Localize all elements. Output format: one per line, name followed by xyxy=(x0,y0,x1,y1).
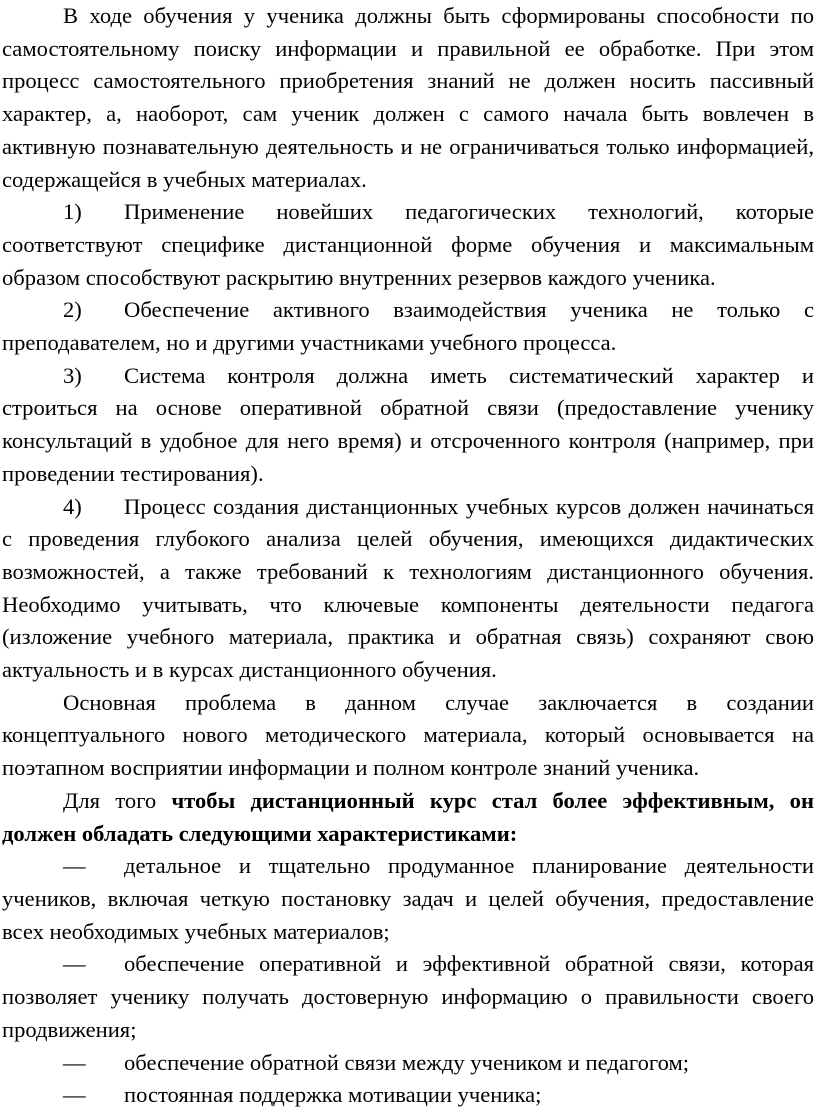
dash-marker: — xyxy=(63,1082,86,1108)
numbered-item-3 xyxy=(2,360,814,491)
characteristics-lead-paragraph xyxy=(2,785,814,850)
item-number: 3) xyxy=(63,362,82,388)
item-number: 4) xyxy=(63,493,82,519)
lead-bold-text: чтобы дистанционный курс стал более эффективным, он должен обладать следующими характеристиками: xyxy=(2,787,814,846)
dash-item-text: постоянная поддержка мотивации ученика; xyxy=(124,1082,542,1108)
dash-item-2 xyxy=(2,948,814,1046)
dash-item-1 xyxy=(2,850,814,948)
numbered-item-2 xyxy=(2,294,814,359)
numbered-item-1 xyxy=(2,196,814,294)
intro-paragraph: В ходе обучения у ученика должны быть сформированы способности по самостоятельному поиску информации и правильной ее обработке. При этом процесс самостоятельного приобретения знаний не должен носить пассивный характер, а, наоборот, сам ученик должен с самого начала быть вовлечен в активную познавательную деятельность и не ограничиваться только информацией, содержащейся в учебных материалах. xyxy=(2,3,814,192)
numbered-item-4 xyxy=(2,491,814,687)
item-text: Процесс создания дистанционных учебных курсов должен начинаться с проведения глубокого анализа целей обучения, имеющихся дидактических возможностей, а также требований к технологиям дистанционного обучения. Необходимо учитывать, что ключевые компоненты деятельности педагога (изложение учебного материала, практика и обратная связь) сохраняют свою актуальность и в курсах дистанционного обучения. xyxy=(2,493,814,683)
item-text: Обеспечение активного взаимодействия ученика не только с преподавателем, но и другими участниками учебного процесса. xyxy=(2,297,814,356)
dash-item-text: обеспечение оперативной и эффективной обратной связи, которая позволяет ученику получать достоверную информацию о правильности своего продвижения; xyxy=(2,951,814,1042)
item-text: Применение новейших педагогических технологий, которые соответствуют специфике дистанционной форме обучения и максимальным образом способствуют раскрытию внутренних резервов каждого ученика. xyxy=(2,199,814,290)
dash-item-4 xyxy=(2,1079,814,1112)
problem-paragraph: Основная проблема в данном случае заключается в создании концептуального нового методического материала, который основывается на поэтапном восприятии информации и полном контроле знаний ученика. xyxy=(2,689,814,781)
dash-item-text: детальное и тщательно продуманное планирование деятельности учеников, включая четкую постановку задач и целей обучения, предоставление всех необходимых учебных материалов; xyxy=(2,853,814,944)
dash-marker: — xyxy=(63,853,86,879)
item-text: Система контроля должна иметь систематический характер и строиться на основе оперативной обратной связи (предоставление ученику консультаций в удобное для него время) и отсроченного контроля (например, при проведении тестирования). xyxy=(2,362,814,486)
item-number: 2) xyxy=(63,297,82,323)
dash-item-text: обеспечение обратной связи между учеником и педагогом; xyxy=(124,1049,690,1075)
dash-marker: — xyxy=(63,951,86,977)
lead-plain-text: Для того xyxy=(63,787,172,813)
item-number: 1) xyxy=(63,199,82,225)
dash-marker: — xyxy=(63,1049,86,1075)
document-page xyxy=(2,0,814,1112)
dash-item-3 xyxy=(2,1047,814,1080)
